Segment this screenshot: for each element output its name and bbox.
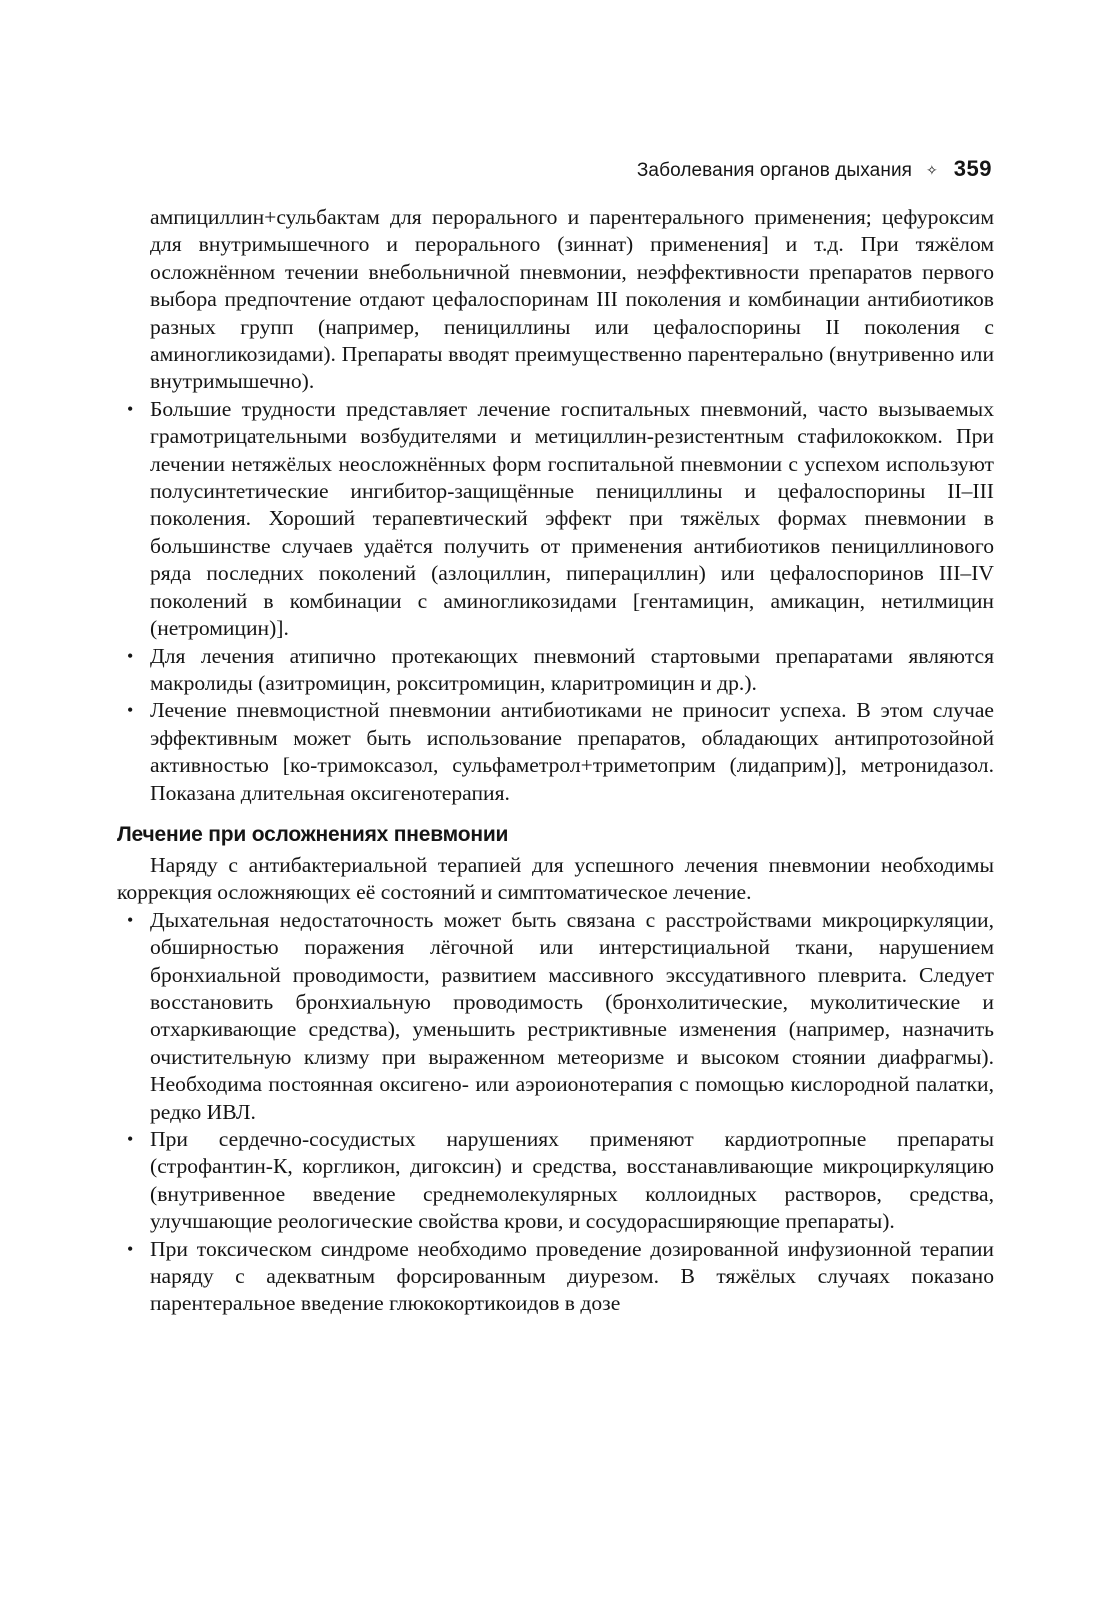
bullet-icon: • [127,645,134,666]
list-item [117,1126,994,1236]
bullet-list-top [117,396,994,807]
list-item-text: Большие трудности представляет лечение госпитальных пневмоний, часто вызываемых грамотрицательными возбудителями и метициллин-резистентным стафилококком. При лечении нетяжёлых неосложнённых форм госпитальной пневмонии с успехом используют полусинтетические ингибитор-защищённые пенициллины и цефалоспорины II–III поколения. Хороший терапевтический эффект при тяжёлых формах пневмонии в большинстве случаев удаётся получить от применения антибиотиков пенициллинового ряда последних поколений (азлоциллин, пиперациллин) или цефалоспоринов III–IV поколений в комбинации с аминогликозидами [гентамицин, амикацин, нетилмицин (нетромицин)]. [150,396,994,641]
section-heading: Лечение при осложнениях пневмонии [117,822,509,846]
running-head [572,156,992,188]
list-item-text: Дыхательная недостаточность может быть связана с расстройствами микроциркуляции, обширностью поражения лёгочной или интерстициальной ткани, нарушением бронхиальной проводимости, развитием массивного экссудативного плеврита. Следует восстановить бронхиальную проводимость (бронхолитические, муколитические и отхаркивающие средства), уменьшить рестриктивные изменения (например, назначить очистительную клизму при выраженном метеоризме и высоком стоянии диафрагмы). Необходима постоянная оксигено- или аэроионотерапия с помощью кислородной палатки, редко ИВЛ. [150,907,994,1124]
list-item-text: Для лечения атипично протекающих пневмоний стартовыми препаратами являются макролиды (азитромицин, рокситромицин, кларитромицин и др.). [150,643,994,695]
diamond-separator-icon: ✧ [926,162,938,178]
list-item-text: Лечение пневмоцистной пневмонии антибиотиками не приносит успеха. В этом случае эффективным может быть использование препаратов, обладающих антипротозойной активностью [ко-тримоксазол, сульфаметрол+триметоприм (лидаприм)], метронидазол. Показана длительная оксигенотерапия. [150,698,994,805]
bullet-icon: • [127,1129,134,1149]
bullet-list-bottom [117,907,994,1318]
running-head-title: Заболевания органов дыхания [636,160,913,181]
bullet-icon: • [127,700,134,721]
page-number: 359 [953,156,992,181]
list-item [117,643,994,698]
list-item [117,1236,994,1318]
list-item [117,396,994,643]
list-item-text: При сердечно-сосудистых нарушениях применяют кардиотропные препараты (строфантин-К, коргликон, дигоксин) и средства, восстанавливающие микроциркуляцию (внутривенное введение среднемолекулярных коллоидных растворов, средства, улучшающие реологические свойства крови, и сосудорасширяющие препараты). [150,1127,994,1234]
bullet-icon: • [127,909,134,930]
list-item [117,697,994,807]
intro-paragraph: Наряду с антибактериальной терапией для успешного лечения пневмонии необходимы коррекция осложняющих её состояний и симптоматическое лечение. [117,852,994,905]
bullet-icon: • [127,1238,134,1259]
list-item-text: При токсическом синдроме необходимо проведение дозированной инфузионной терапии наряду с адекватным форсированным диурезом. В тяжёлых случаях показано парентеральное введение глюкокортикоидов в дозе [150,1236,994,1316]
page-body [117,204,994,1318]
list-item [117,907,994,1126]
bullet-icon: • [127,398,134,419]
continuation-paragraph: ампициллин+сульбактам для перорального и парентерального применения; цефуроксим для внутримышечного и перорального (зиннат) применения] и т.д. При тяжёлом осложнённом течении внебольничной пневмонии, неэффективности препаратов первого выбора предпочтение отдают цефалоспоринам III поколения и комбинации антибиотиков разных групп (например, пенициллины или цефалоспорины II поколения с аминогликозидами). Препараты вводят преимущественно парентерально (внутривенно или внутримышечно). [150,205,994,394]
